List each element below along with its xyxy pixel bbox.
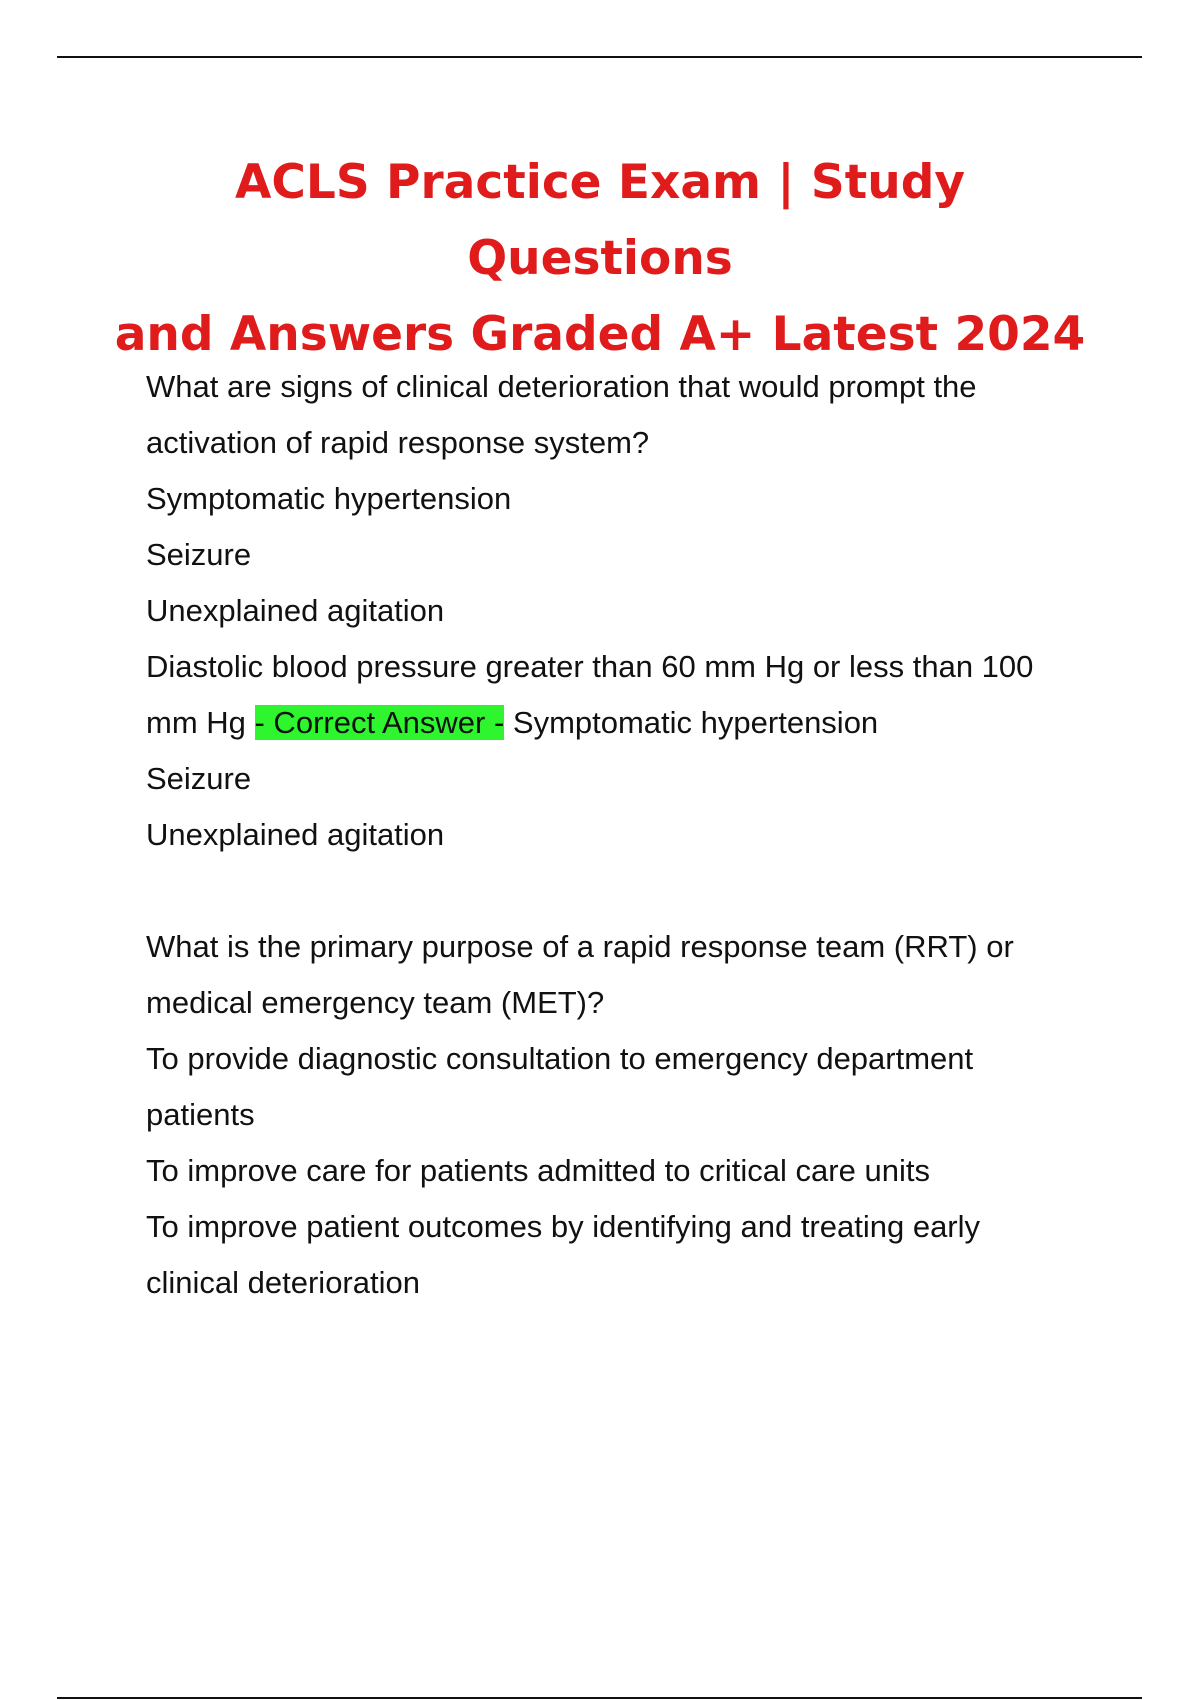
question-block-2	[146, 919, 1086, 1311]
question-1-answer-line	[146, 695, 1086, 751]
question-1-option: Seizure	[146, 537, 252, 572]
question-1-option: Symptomatic hypertension	[146, 481, 512, 516]
question-2-text-line: What is the primary purpose of a rapid response team (RRT) or	[146, 929, 1014, 964]
question-2-text-line: medical emergency team (MET)?	[146, 985, 605, 1020]
title-line-2: and Answers Graded A+ Latest 2024	[114, 307, 1086, 362]
bottom-rule	[57, 1697, 1142, 1699]
question-1-option: Unexplained agitation	[146, 593, 445, 628]
question-1-answer: Seizure	[146, 761, 252, 796]
top-rule	[57, 56, 1142, 58]
question-1-answer: Unexplained agitation	[146, 817, 445, 852]
question-2-option: To provide diagnostic consultation to emergency department	[146, 1041, 974, 1076]
document-title	[100, 145, 1100, 373]
question-spacer	[146, 863, 1086, 919]
question-2-option: patients	[146, 1097, 255, 1132]
question-block-1	[146, 359, 1086, 863]
question-1-text-line: activation of rapid response system?	[146, 425, 650, 460]
document-body	[146, 359, 1086, 1311]
question-2-option: To improve care for patients admitted to critical care units	[146, 1153, 930, 1188]
answer-line-prefix: mm Hg	[146, 705, 255, 740]
question-2-option: To improve patient outcomes by identifying and treating early	[146, 1209, 981, 1244]
question-2-option: clinical deterioration	[146, 1265, 420, 1300]
question-1-option: Diastolic blood pressure greater than 60 mm Hg or less than 100	[146, 649, 1034, 684]
title-line-1: ACLS Practice Exam | Study Questions	[235, 155, 965, 286]
correct-answer-marker: - Correct Answer -	[254, 705, 505, 740]
answer-line-suffix: Symptomatic hypertension	[504, 705, 879, 740]
question-1-text-line: What are signs of clinical deterioration that would prompt the	[146, 369, 977, 404]
